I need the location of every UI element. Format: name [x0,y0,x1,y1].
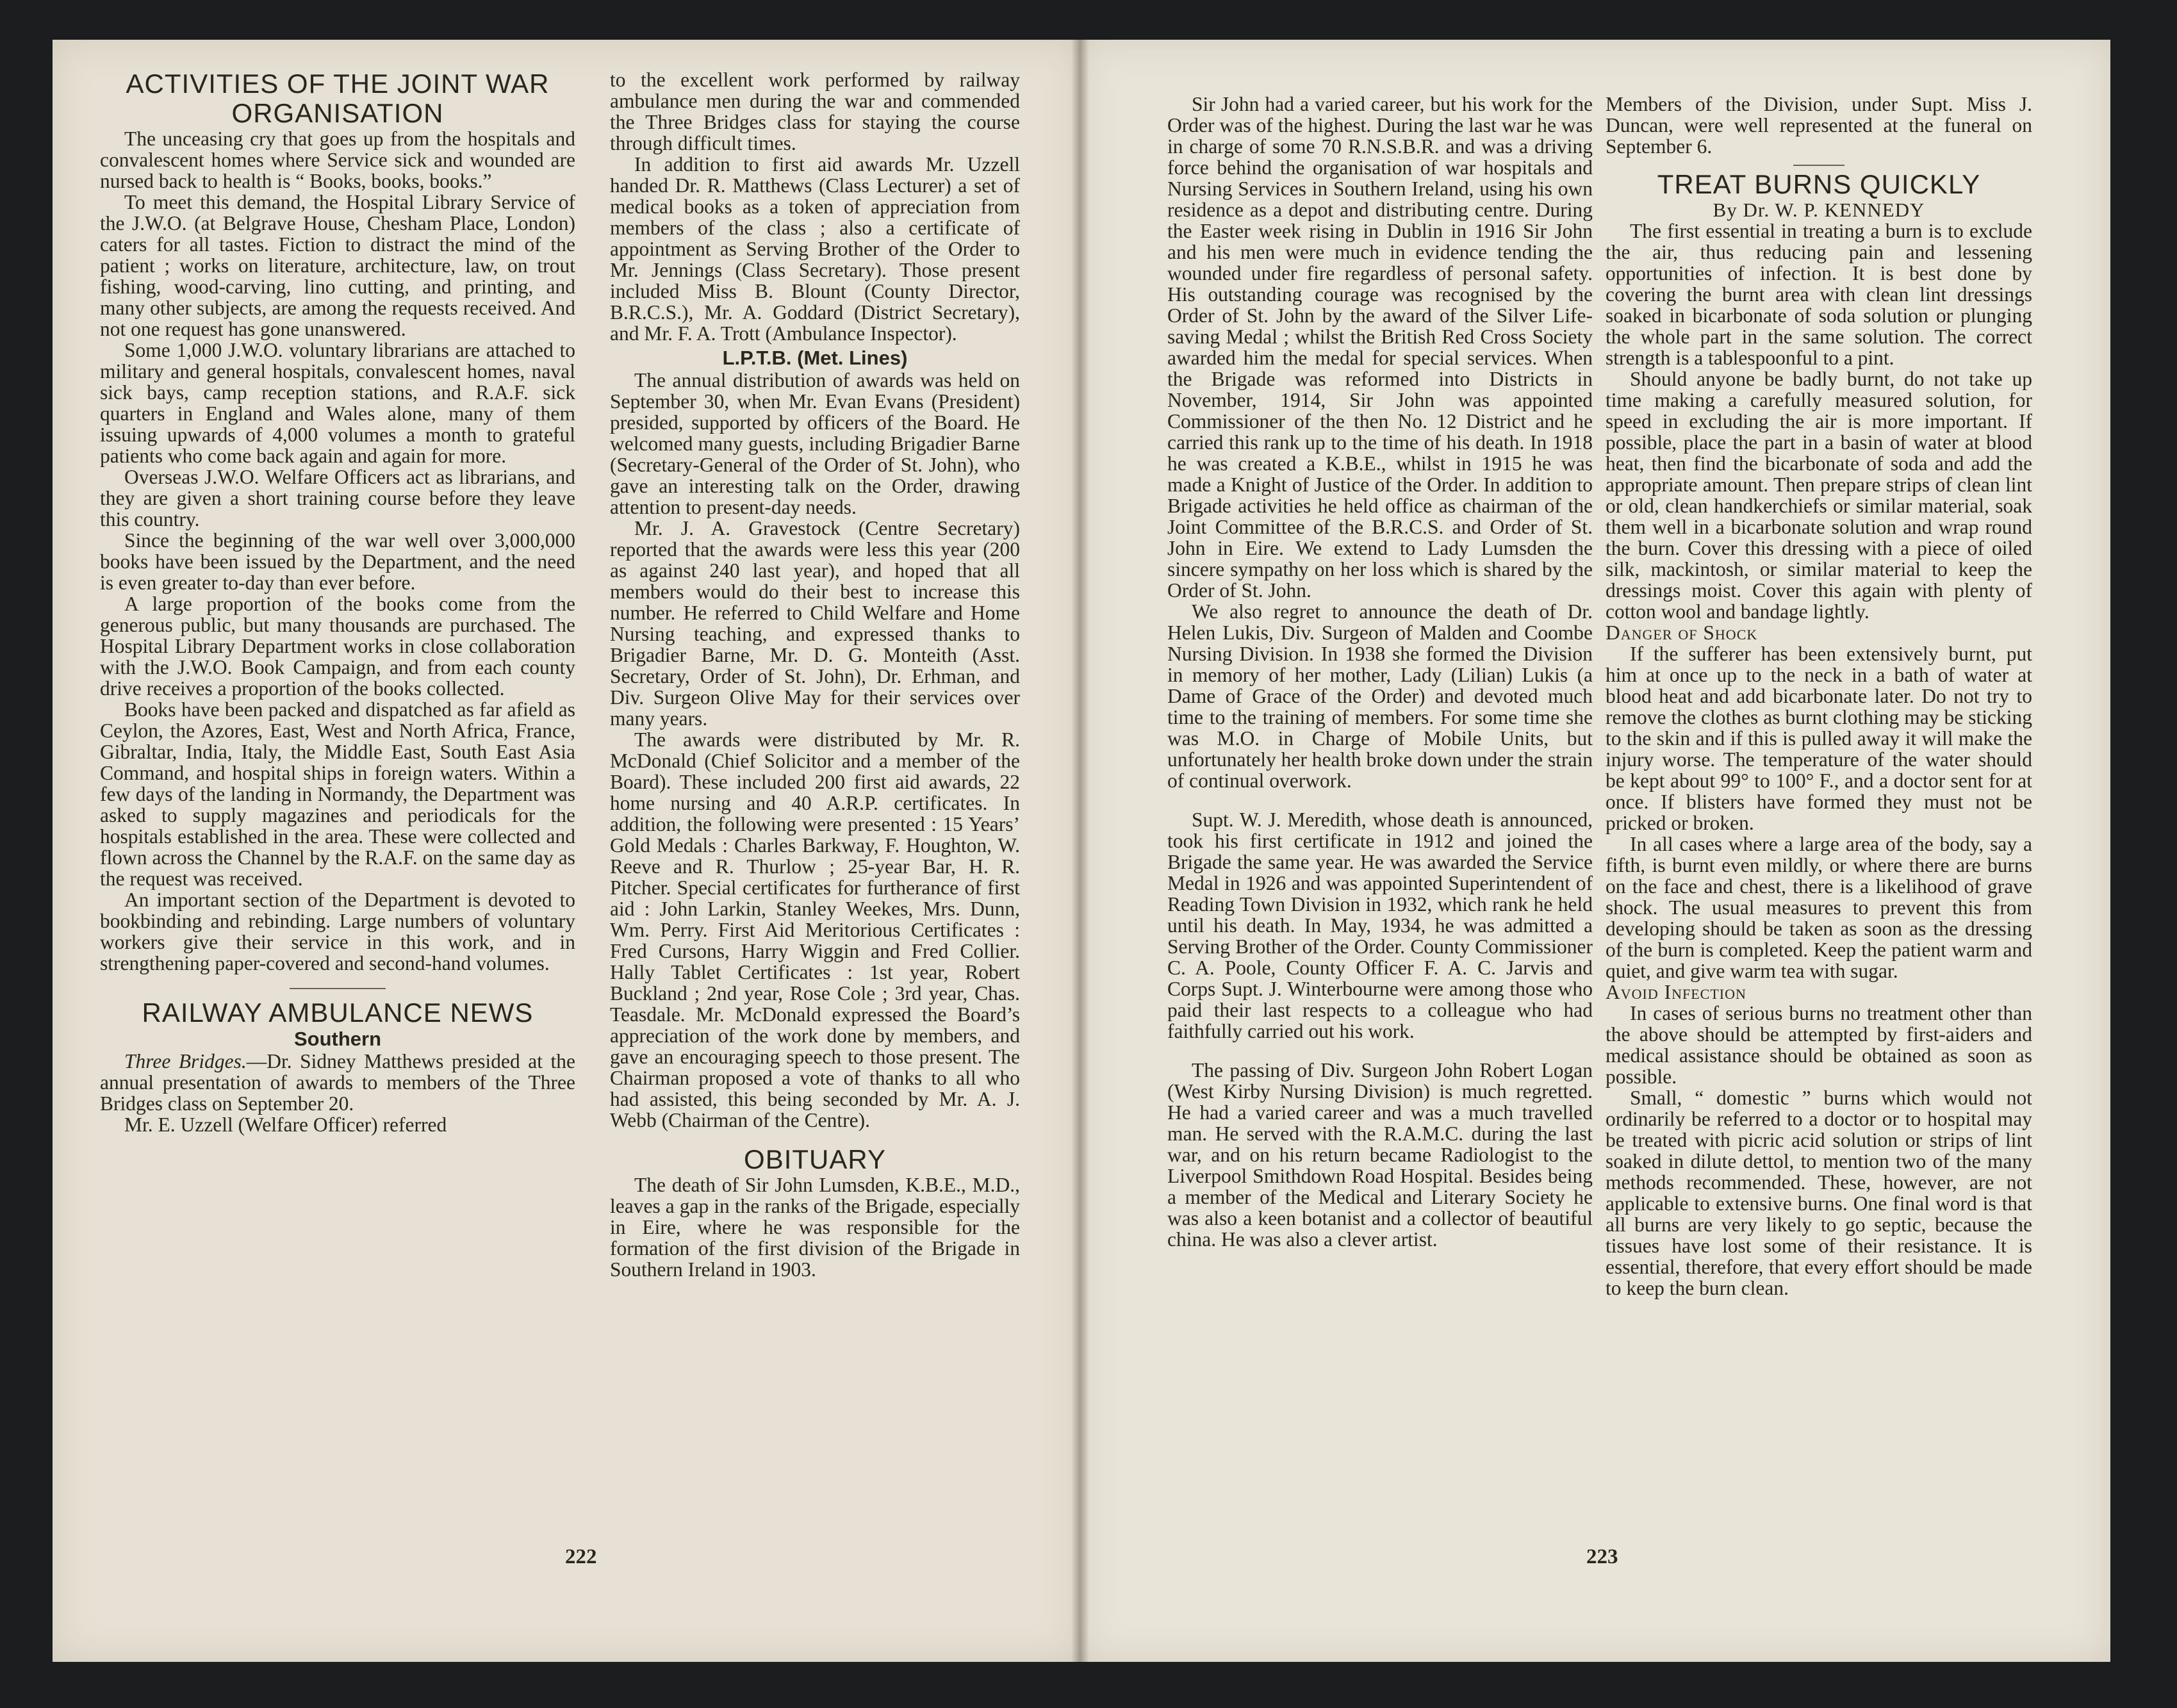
burns-article [1606,220,2032,622]
activities-heading: ACTIVITIES OF THE JOINT WAR ORGANISATION [126,69,550,128]
railway-continuation: to the excellent work performed by railway ambulance men during the war and commended the Three Bridges class for staying the course through difficult times. [610,69,1020,154]
railway-lead-text: —Dr. Sidney Matthews presided at the annual presentation of awards to members of the Three Bridges class on September 20. [100,1050,575,1115]
article-paragraph: Should anyone be badly burnt, do not take up time making a carefully measured solution, for speed in excluding the air is more important. If possible, place the part in a basin of water at blood heat, then find the bicarbonate of soda and add the appropriate amount. Then prepare strips of clean lint or old, clean handkerchiefs or similar material, soak them well in a bicarbonate solution and wrap round the burn. Cover this dressing with a piece of oiled silk, mackintosh, or similar material to keep the dressings moist. Cover this again with plenty of cotton wool and bandage lightly. [1606,368,2032,623]
burns-heading: TREAT BURNS QUICKLY [1657,169,1981,199]
obituary-continued [1167,94,1593,1250]
obituary-heading: OBITUARY [744,1144,886,1174]
article-paragraph: The awards were distributed by Mr. R. McDonald (Chief Solicitor and a member of the Board). These included 200 first aid awards, 22 home nursing and 40 A.R.P. certificates. In addition, the following were presented : 15 Years’ Gold Medals : Charles Barkway, F. Houghton, W. Reeve and R. Thurlow ; 25-year Bar, H. R. Pitcher. Special certificates for furtherance of first aid : John Larkin, Stanley Weekes, Mrs. Dunn, Wm. Perry. First Aid Meritorious Certificates : Fred Cursons, Harry Wiggin and Fred Collier. Hally Tablet Certificates : 1st year, Robert Buckland ; 2nd year, Rose Cole ; 3rd year, Chas. Teasdale. Mr. McDonald expressed the Board’s appreciation of the work done by members, and gave an encouraging speech to those present. The Chairman proposed a vote of thanks to all who had assisted, this being seconded by Mr. A. J. Webb (Chairman of the Centre). [610,728,1020,1131]
article-paragraph: If the sufferer has been extensively burnt, put him at once up to the neck in a bath of water at blood heat and add bicarbonate later. Do not try to remove the clothes as burnt clothing may be sticking to the skin and if this is pulled away it will make the injury worse. The temperature of the water should be kept about 99° to 100° F., and a doctor sent for at once. If blisters have formed they must not be pricked or broken. [1606,643,2032,834]
infection-subheading: Avoid Infection [1606,981,1746,1003]
article-paragraph: Small, “ domestic ” burns which would not ordinarily be referred to a doctor or to hospital may be treated with picric acid solution or strips of lint soaked in dilute dettol, to mention two of the many methods recommended. These, however, are not applicable to extensive burns. One final word is that all burns are very likely to go septic, because the tissues have lost some of their resistance. It is essential, therefore, that every effort should be made to keep the burn clean. [1606,1087,2032,1299]
article-paragraph: The unceasing cry that goes up from the hospitals and convalescent homes where Service sick and wounded are nursed back to health is “ Books, books, books.” [100,127,575,192]
article-paragraph: Supt. W. J. Meredith, whose death is announced, took his first certificate in 1912 and joined the Brigade the same year. He was awarded the Service Medal in 1926 and was appointed Superintendent of Reading Town Division in 1932, which rank he held until his death. In May, 1934, he was admitted a Serving Brother of the Order. County Commissioner C. A. Poole, County Officer F. A. C. Jarvis and Corps Supt. J. Winterbourne were among those who paid their last respects to a colleague who had faithfully carried out his work. [1167,809,1593,1042]
lptb-article [610,370,1020,1131]
article-paragraph: Mr. J. A. Gravestock (Centre Secretary) reported that the awards were less this year (200 as against 240 last year), and hoped that all members would do their best to increase this number. He referred to Child Welfare and Home Nursing teaching, and expressed thanks to Brigadier Barne, Mr. D. G. Monteith (Asst. Secretary, Order of St. John), Dr. Erhman, and Div. Surgeon Olive May for their services over many years. [610,517,1020,730]
article-paragraph: Overseas J.W.O. Welfare Officers act as librarians, and they are given a short training course before they leave this country. [100,466,575,530]
obituary-continuation: Members of the Division, under Supt. Miss J. Duncan, were well represented at the funeral on September 6. [1606,93,2032,158]
article-paragraph: The passing of Div. Surgeon John Robert Logan (West Kirby Nursing Division) is much regretted. He had a varied career and was a much travelled man. He served with the R.A.M.C. during the last war, and on his return became Radiologist to the Liverpool Smithdown Road Hospital. Besides being a member of the Medical and Literary Society he was also a keen botanist and a collector of beautiful china. He was also a clever artist. [1167,1059,1593,1251]
right-column-2 [1606,94,2032,1299]
lptb-heading: L.P.T.B. (Met. Lines) [722,347,908,369]
article-paragraph: Books have been packed and dispatched as far afield as Ceylon, the Azores, East, West and North Africa, France, Gibraltar, India, Italy, the Middle East, South East Asia Command, and hospital ships in foreign waters. Within a few days of the landing in Normandy, the Department was asked to supply magazines and periodicals for the hospitals established in the area. These were collected and flown across the Channel by the R.A.F. on the same day as the request was received. [100,698,575,890]
infection-section [1606,1003,2032,1299]
burns-byline: By Dr. W. P. KENNEDY [1713,199,1925,221]
book-gutter [1071,40,1089,1662]
page-number-left: 222 [565,1545,597,1568]
article-paragraph: The first essential in treating a burn is to exclude the air, thus reducing pain and lessening opportunities of infection. It is best done by covering the burnt area with clean lint dressings soaked in bicarbonate of soda solution or plunging the whole part in the same solution. The correct strength is a tablespoonful to a pint. [1606,220,2032,369]
three-bridges-article [610,154,1020,344]
article-paragraph: In addition to first aid awards Mr. Uzzell handed Dr. R. Matthews (Class Lecturer) a set of medical books as a token of appreciation from members of the class ; also a certificate of appointment as Serving Brother of the Order to Mr. Jennings (Class Secretary). Those present included Miss B. Blount (County Director, B.R.C.S.), Mr. A. Goddard (District Secretary), and Mr. F. A. Trott (Ambulance Inspector). [610,153,1020,345]
railway-lead-place: Three Bridges. [124,1050,247,1072]
right-column-1 [1167,94,1593,1250]
section-divider [290,988,386,989]
activities-article [100,128,575,974]
article-paragraph: In cases of serious burns no treatment other than the above should be attempted by first-aiders and medical assistance should be obtained as soon as possible. [1606,1002,2032,1088]
page-number-right: 223 [1586,1545,1618,1568]
article-paragraph: The annual distribution of awards was held on September 30, when Mr. Evan Evans (President) presided, supported by officers of the Board. He welcomed many guests, including Brigadier Barne (Secretary-General of the Order of St. John), who gave an interesting talk on the Order, drawing attention to present-day needs. [610,369,1020,518]
article-paragraph: Since the beginning of the war well over 3,000,000 books have been issued by the Department, and the need is even greater to-day than ever before. [100,529,575,594]
left-column-2 [610,69,1020,1280]
article-paragraph: We also regret to announce the death of Dr. Helen Lukis, Div. Surgeon of Malden and Coombe Nursing Division. In 1938 she formed the Division in memory of her mother, Lady (Lilian) Lukis (a Dame of Grace of the Order) and devoted much time to the training of members. For some time she was M.O. in Charge of Mobile Units, but unfortunately her health broke down under the strain of continual overwork. [1167,600,1593,792]
left-column-1 [100,69,575,1135]
obituary-paragraph: The death of Sir John Lumsden, K.B.E., M.D., leaves a gap in the ranks of the Brigade, especially in Eire, where he was responsible for the formation of the first division of the Brigade in Southern Ireland in 1903. [610,1174,1020,1281]
shock-section [1606,643,2032,981]
article-paragraph: Some 1,000 J.W.O. voluntary librarians are attached to military and general hospitals, convalescent homes, naval sick bays, camp reception stations, and R.A.F. sick quarters in England and Wales alone, many of them issuing upwards of 4,000 volumes a month to grateful patients who come back again and again for more. [100,339,575,467]
article-paragraph: To meet this demand, the Hospital Library Service of the J.W.O. (at Belgrave House, Chesham Place, London) caters for all tastes. Fiction to distract the mind of the patient ; works on literature, architecture, law, on trout fishing, wood-carving, lino cutting, and printing, and many other subjects, are among the requests received. And not one request has gone unanswered. [100,191,575,340]
article-paragraph: In all cases where a large area of the body, say a fifth, is burnt even mildly, or where there are burns on the face and chest, there is a likelihood of grave shock. The usual measures to prevent this from developing should be taken as soon as the dressing of the burn is completed. Keep the patient warm and quiet, and give warm tea with sugar. [1606,833,2032,982]
article-paragraph: An important section of the Department is devoted to bookbinding and rebinding. Large numbers of voluntary workers give their service in this work, and in strengthening paper-covered and second-hand volumes. [100,889,575,974]
railway-heading: RAILWAY AMBULANCE NEWS [142,998,534,1028]
shock-subheading: Danger of Shock [1606,621,1758,644]
section-divider-right [1793,165,1844,166]
railway-lead-paragraph [100,1051,575,1114]
article-paragraph: Mr. E. Uzzell (Welfare Officer) referred [124,1113,447,1136]
article-paragraph: Sir John had a varied career, but his work for the Order was of the highest. During the last war he was in charge of some 70 R.N.S.B.R. and was a driving force behind the organisation of war hospitals and Nursing Services in Southern Ireland, using his own residence as a depot and distributing centre. During the Easter week rising in Dublin in 1916 Sir John and his men were much in evidence tending the wounded under fire regardless of personal safety. His outstanding courage was recognised by the Order of St. John by the award of the Silver Life-saving Medal ; whilst the British Red Cross Society awarded him the medal for special services. When the Brigade was reformed into Districts in November, 1914, Sir John was appointed Commissioner of the then No. 12 District and he carried this rank up to the time of his death. In 1918 he was created a K.B.E., whilst in 1915 he was made a Knight of Justice of the Order. In addition to Brigade activities he held office as chairman of the Joint Committee of the B.R.C.S. and Order of St. John in Eire. We extend to Lady Lumsden the sincere sympathy on her loss which is shared by the Order of St. John. [1167,93,1593,602]
article-paragraph: A large proportion of the books come from the generous public, but many thousands are purchased. The Hospital Library Department works in close collaboration with the J.W.O. Book Campaign, and from each county drive receives a proportion of the books collected. [100,593,575,700]
railway-subheading: Southern [293,1028,382,1050]
railway-article [100,1114,575,1135]
